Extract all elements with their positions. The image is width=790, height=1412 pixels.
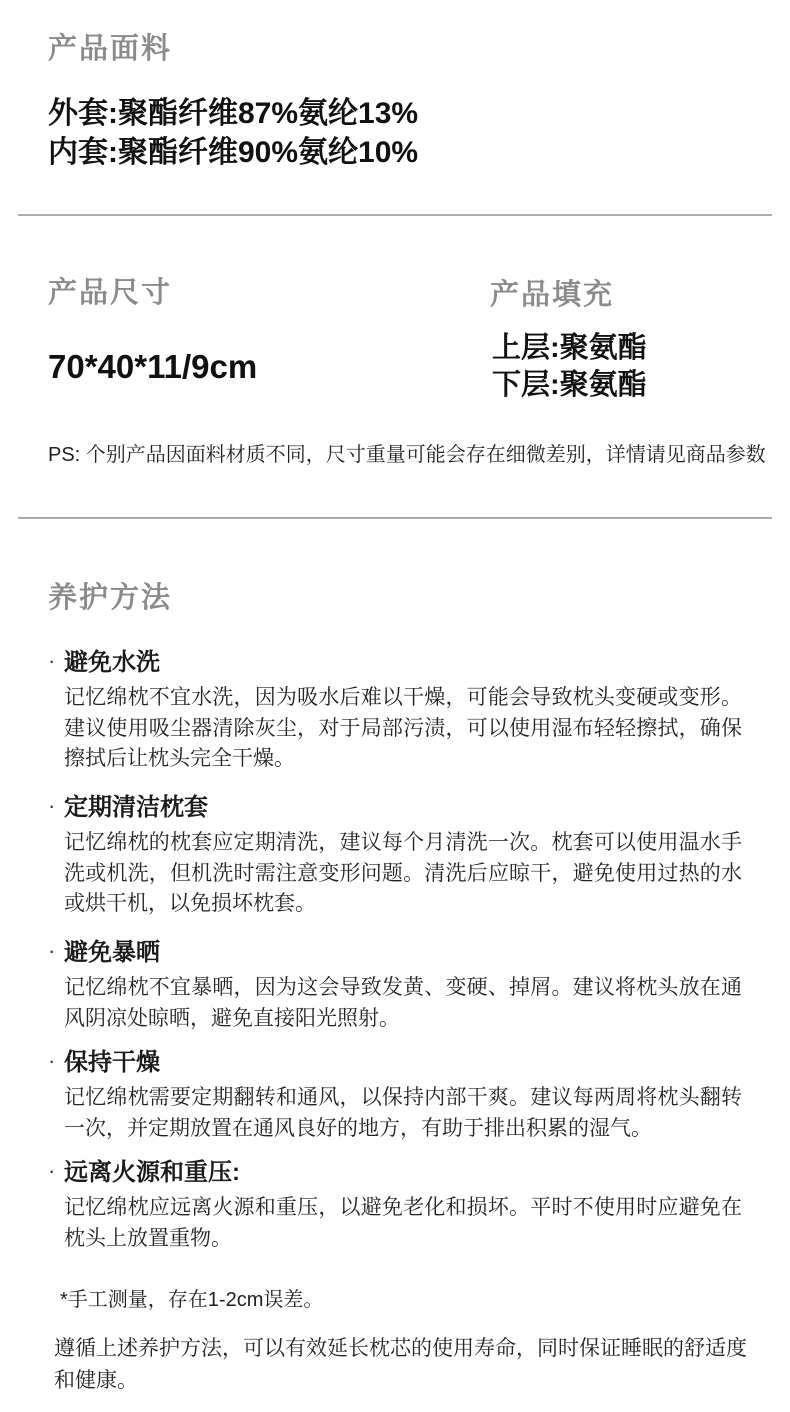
care-item-title: 避免水洗 [64,649,160,676]
care-item-body: 记忆绵枕的枕套应定期清洗，建议每个月清洗一次。枕套可以使用温水手洗或机洗，但机洗时需注意变形问题。清洗后应晾干，避免使用过热的水或烘干机，以免损坏枕套。 [64,831,742,915]
fabric-inner-line: 内套:聚酯纤维90%氨纶10% [48,136,419,169]
care-item-title: 避免暴晒 [64,939,160,966]
fill-section-title: 产品填充 [490,279,615,311]
care-item-keep-dry [48,1046,742,1144]
size-section-title: 产品尺寸 [48,277,173,309]
care-item-title: 远离火源和重压: [64,1159,240,1186]
care-item-clean-pillowcase [48,791,742,920]
bullet-dot: · [48,648,56,673]
care-item-avoid-sun [48,936,742,1034]
fill-composition [492,330,647,404]
divider-middle [18,517,772,519]
divider-top [18,214,772,216]
fill-upper-line: 上层:聚氨酯 [492,332,647,364]
fill-lower-line: 下层:聚氨酯 [492,369,647,401]
care-item-avoid-washing [48,646,742,775]
care-item-title: 保持干燥 [64,1049,160,1076]
fabric-outer-line: 外套:聚酯纤维87%氨纶13% [48,97,419,130]
bullet-dot: · [48,793,56,818]
ps-note: PS: 个别产品因面料材质不同，尺寸重量可能会存在细微差别，详情请见商品参数 [48,444,766,466]
bullet-dot: · [48,938,56,963]
care-item-body: 记忆绵枕不宜水洗，因为吸水后难以干燥，可能会导致枕头变硬或变形。建议使用吸尘器清除灰尘，对于局部污渍，可以使用湿布轻轻擦拭，确保擦拭后让枕头完全干燥。 [64,686,742,770]
care-item-body: 记忆绵枕需要定期翻转和通风，以保持内部干爽。建议每两周将枕头翻转一次，并定期放置在通风良好的地方，有助于排出积累的湿气。 [64,1086,742,1140]
care-item-avoid-fire-pressure [48,1156,742,1254]
closing-note: 遵循上述养护方法，可以有效延长枕芯的使用寿命，同时保证睡眠的舒适度和健康。 [54,1337,747,1392]
bullet-dot: · [48,1158,56,1183]
care-section-title: 养护方法 [48,582,173,614]
care-item-body: 记忆绵枕应远离火源和重压，以避免老化和损坏。平时不使用时应避免在枕头上放置重物。 [64,1196,742,1250]
fabric-composition [48,94,418,172]
size-value: 70*40*11/9cm [48,348,258,385]
care-item-title: 定期清洁枕套 [64,794,208,821]
bullet-dot: · [48,1048,56,1073]
fabric-section-title: 产品面料 [48,33,173,65]
measurement-disclaimer: *手工测量，存在1-2cm误差。 [60,1289,324,1311]
care-item-body: 记忆绵枕不宜暴晒，因为这会导致发黄、变硬、掉屑。建议将枕头放在通风阴凉处晾晒，避免直接阳光照射。 [64,976,742,1030]
